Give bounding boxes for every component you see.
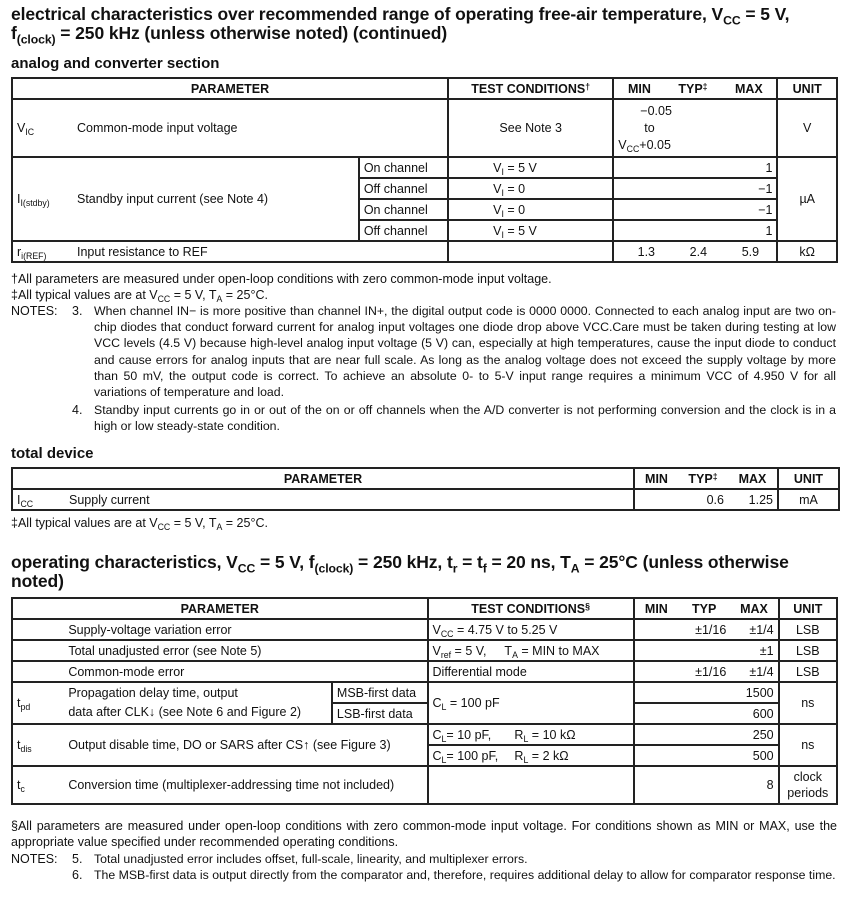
table-header-row <box>12 78 837 99</box>
header-unit: UNIT <box>778 468 839 489</box>
max-value: 250 <box>634 724 779 745</box>
header-typ: TYP <box>678 598 730 619</box>
double-dagger-mark: ‡ <box>712 471 718 481</box>
table-row <box>12 661 837 682</box>
sym-sub: dis <box>20 744 32 755</box>
typ-value: 0.6 <box>678 489 728 510</box>
header-test-conditions <box>448 78 613 99</box>
table-row <box>12 489 839 510</box>
sym-sub: L <box>441 754 447 765</box>
note-number: 4. <box>72 403 83 417</box>
max-value: 600 <box>634 703 779 724</box>
note-4: Standby input currents go in or out of the on or off channels when the A/D converter is not performing conversion and the clock is in a high or low steady-state condition. <box>94 403 836 434</box>
table-row <box>12 640 837 661</box>
symbol-vic <box>17 121 77 138</box>
param-riref <box>12 241 448 262</box>
header-max: MAX <box>728 468 778 489</box>
channel-cell: Off channel <box>359 178 448 199</box>
total-device-table <box>11 467 840 511</box>
unit-istdby: µA <box>777 157 837 241</box>
section-heading-operating <box>11 553 789 591</box>
header-min-typ-max <box>613 78 777 99</box>
sym: V <box>618 137 627 152</box>
footnote-text: = 5 V, T <box>170 516 217 530</box>
unit-value: ns <box>779 724 837 766</box>
sym: T <box>504 643 513 658</box>
header-parameter: PARAMETER <box>12 598 428 619</box>
sym-sub: L <box>441 733 447 744</box>
header-unit: UNIT <box>777 78 837 99</box>
sym: t <box>17 696 21 710</box>
footnote-text: All parameters are measured under open-loop conditions with zero common-mode input voltage. <box>17 272 552 286</box>
param-desc: Conversion time (multiplexer-addressing time not included) <box>64 766 427 804</box>
symbol-cell <box>12 661 64 682</box>
heading-text: operating characteristics, V <box>11 552 238 572</box>
cond-cell <box>448 220 613 241</box>
param-desc: Supply-voltage variation error <box>64 619 427 640</box>
dagger-mark: † <box>585 81 591 91</box>
note-number: 3. <box>72 304 83 318</box>
sym-sub: f <box>482 561 487 576</box>
sym: I <box>17 492 21 507</box>
footnote-text: All typical values are at V <box>17 516 158 530</box>
sym: t <box>17 778 21 792</box>
analog-table <box>11 77 838 263</box>
table-row <box>12 682 837 703</box>
sym: I <box>17 192 21 206</box>
section-heading-total: total device <box>11 445 94 462</box>
note-number: 5. <box>72 852 83 866</box>
param-desc: Total unadjusted error (see Note 5) <box>64 640 427 661</box>
title-text: = 5 V, <box>740 4 790 24</box>
table-row <box>12 724 837 745</box>
cond-cell: Differential mode <box>428 661 634 682</box>
sym: r <box>17 244 22 259</box>
param-desc: Standby input current (see Note 4) <box>77 192 269 206</box>
symbol-tpd <box>12 682 64 724</box>
desc-line: data after CLK↓ (see Note 6 and Figure 2) <box>68 705 302 719</box>
unit-vic: V <box>777 99 837 157</box>
max-value: 500 <box>634 745 779 766</box>
min-value: 1.3 <box>637 244 656 259</box>
cond-text: = 5 V <box>503 223 537 238</box>
heading-text: = t <box>457 552 483 572</box>
cond-text: = 100 pF <box>446 696 500 710</box>
sym: V <box>493 160 502 175</box>
cond-text: = 10 kΩ <box>528 727 576 742</box>
footnote-double-dagger-total <box>11 515 268 531</box>
max-value: ±1/4 <box>730 619 778 640</box>
header-test-conditions <box>428 598 634 619</box>
double-dagger-mark: ‡ <box>11 516 18 530</box>
desc-line: Propagation delay time, output <box>68 686 238 700</box>
max-cell: 1 <box>613 220 777 241</box>
sym-sub: CC <box>237 561 256 576</box>
sym: V <box>493 181 502 196</box>
sym: C <box>432 696 442 710</box>
footnote-dagger <box>11 271 552 287</box>
heading-text: = 25°C (unless otherwise <box>579 552 789 572</box>
sym-sub: I <box>501 187 504 198</box>
header-text: TEST CONDITIONS <box>471 601 586 616</box>
typ-value: 2.4 <box>689 244 708 259</box>
header-parameter: PARAMETER <box>12 468 634 489</box>
min-value <box>634 619 678 640</box>
typ-value: ±1/16 <box>678 619 730 640</box>
footnote-text: = 25°C. <box>222 516 268 530</box>
sym-sub: A <box>216 294 223 305</box>
sym-sub: CC <box>157 294 171 305</box>
sym-sub: (clock) <box>314 561 354 576</box>
sym-sub: pd <box>20 702 31 713</box>
header-min: MIN <box>628 81 651 96</box>
unit-value: LSB <box>779 619 837 640</box>
param-istdby <box>12 157 359 241</box>
cond-text: = 10 pF, <box>446 727 492 742</box>
title-sub: (clock) <box>16 32 56 47</box>
table-row <box>12 157 837 178</box>
sym: C <box>432 748 442 763</box>
sym: V <box>493 202 502 217</box>
unit-value <box>779 766 837 804</box>
header-unit: UNIT <box>779 598 837 619</box>
sym-sub: I <box>501 208 504 219</box>
unit-value: ns <box>779 682 837 724</box>
double-dagger-mark: ‡ <box>702 81 708 91</box>
footnote-text: = 5 V, T <box>170 288 217 302</box>
header-max: MAX <box>734 81 763 96</box>
sym-sub: L <box>523 754 529 765</box>
notes-label: NOTES: <box>11 852 58 866</box>
range-line: to <box>644 120 655 135</box>
cond-text: = 4.75 V to 5.25 V <box>453 622 558 637</box>
page-title <box>11 4 790 47</box>
title-sub: CC <box>723 13 741 28</box>
sym-sub: I(stdby) <box>20 198 50 209</box>
symbol-icc <box>17 493 69 507</box>
sym: V <box>432 622 441 637</box>
footnote-text: = 25°C. <box>222 288 268 302</box>
symbol-riref <box>17 245 77 259</box>
dagger-mark: † <box>11 272 18 286</box>
channel-cell: Off channel <box>359 220 448 241</box>
sym: t <box>17 738 21 752</box>
max-cell: 1 <box>613 157 777 178</box>
param-desc: Supply current <box>69 492 150 507</box>
cond-text: = 0 <box>503 181 526 196</box>
param-desc: Common-mode error <box>64 661 427 682</box>
title-text: f <box>11 23 17 43</box>
operating-table <box>11 597 838 805</box>
unit-value: mA <box>778 489 839 510</box>
max-value: 5.9 <box>741 244 760 259</box>
table-row <box>12 766 837 804</box>
symbol-cell <box>12 619 64 640</box>
cond-cell <box>448 199 613 220</box>
sym-sub: CC <box>626 143 640 154</box>
header-min: MIN <box>634 598 678 619</box>
sym: V <box>493 223 502 238</box>
cond-cell <box>448 241 613 262</box>
sym-sub: ref <box>440 649 452 660</box>
max-value: ±1 <box>730 640 778 661</box>
cond-cell <box>448 178 613 199</box>
min-value <box>634 661 678 682</box>
cond-text: = 5 V, <box>451 643 487 658</box>
max-value: ±1/4 <box>730 661 778 682</box>
range-line: −0.05 <box>640 103 672 118</box>
symbol-tdis <box>12 724 64 766</box>
unit-value: LSB <box>779 640 837 661</box>
channel-cell: On channel <box>359 157 448 178</box>
cond-cell <box>448 157 613 178</box>
max-value: 8 <box>634 766 779 804</box>
cond-cell <box>428 766 634 804</box>
heading-text: = 250 kHz, t <box>353 552 453 572</box>
sub-cell: MSB-first data <box>332 682 428 703</box>
note-3: When channel IN− is more positive than channel IN+, the digital output code is 0000 0000. Connected to each analog input are two on-chip diodes that conduct forward current for analog input voltages one diode drop above VCC.Care must be taken during testing at low VCC levels (4.5 V) because high-level analog input voltage (5 V) can, especially at high temperatures, cause the input diode to conduct and cause errors for analog inputs that are near full scale. As long as the analog voltage does not exceed the supply voltage by more than 50 mV, the output code is correct. To achieve an absolute 0- to 5-V input range requires a minimum VCC of 4.950 V for all variations of temperature and load. <box>94 304 836 400</box>
section-heading-analog: analog and converter section <box>11 55 220 72</box>
heading-text: = 20 ns, T <box>486 552 571 572</box>
typ-value <box>678 640 730 661</box>
param-desc: Output disable time, DO or SARS after CS↑ (see Figure 3) <box>64 724 427 766</box>
table-row <box>12 241 837 262</box>
cond-text: = MIN to MAX <box>517 643 600 658</box>
sym-sub: CC <box>440 628 454 639</box>
sym-sub: CC <box>157 522 171 533</box>
sym-sub: I <box>501 229 504 240</box>
unit-line: clock <box>793 770 823 784</box>
section-mark: § <box>585 601 591 611</box>
heading-text: noted) <box>11 571 64 591</box>
note-number: 6. <box>72 868 83 882</box>
unit-value: LSB <box>779 661 837 682</box>
unit-line: periods <box>787 786 829 800</box>
sym-sub: i(REF) <box>21 250 47 261</box>
sym-sub: c <box>20 784 25 795</box>
param-desc: Input resistance to REF <box>77 244 208 259</box>
max-value: 1500 <box>634 682 779 703</box>
sym: V <box>432 643 441 658</box>
sym-sub: L <box>523 733 529 744</box>
param-icc <box>12 489 634 510</box>
header-min: MIN <box>634 468 678 489</box>
heading-text: = 5 V, f <box>255 552 315 572</box>
sym-sub: L <box>441 702 447 713</box>
symbol-cell <box>12 640 64 661</box>
sym: C <box>432 727 442 742</box>
symbol-istdby <box>17 192 77 209</box>
sym-sub: A <box>570 561 580 576</box>
values-riref <box>613 241 777 262</box>
sym: V <box>17 121 26 135</box>
min-value <box>634 489 678 510</box>
footnote-text: All parameters are measured under open-loop conditions with zero common-mode input voltage. For conditions shown as MIN or MAX, use the appropriate value specified under recommended operating conditions. <box>11 819 837 849</box>
cond-text: = 0 <box>503 202 526 217</box>
header-text: TYP <box>678 81 703 96</box>
typ-value: ±1/16 <box>678 661 730 682</box>
header-parameter: PARAMETER <box>12 78 448 99</box>
double-dagger-mark: ‡ <box>11 288 18 302</box>
sym-sub: I <box>501 166 504 177</box>
note-6: The MSB-first data is output directly from the comparator and, therefore, requires additional delay to allow for comparator response time. <box>94 868 836 882</box>
sym-sub: A <box>512 649 518 660</box>
title-text: = 250 kHz (unless otherwise noted) (continued) <box>55 23 448 43</box>
sym-sub: IC <box>25 127 35 138</box>
footnote-section <box>11 818 837 850</box>
sym: R <box>514 748 524 763</box>
range-text: +0.05 <box>639 137 671 152</box>
table-header-row <box>12 468 839 489</box>
header-typ <box>678 468 728 489</box>
symbol-tc <box>12 766 64 804</box>
cond-text: = 2 kΩ <box>528 748 569 763</box>
param-desc-tpd <box>64 682 332 724</box>
cond-vic: See Note 3 <box>448 99 613 157</box>
min-value <box>634 640 678 661</box>
section-mark: § <box>11 819 18 833</box>
sym-sub: r <box>452 561 458 576</box>
max-cell: −1 <box>613 199 777 220</box>
header-max: MAX <box>730 598 778 619</box>
cond-text: = 100 pF, <box>446 748 499 763</box>
title-text: electrical characteristics over recommended range of operating free-air temperature, V <box>11 4 724 24</box>
sym-sub: CC <box>20 498 34 509</box>
param-vic <box>12 99 448 157</box>
unit-riref: kΩ <box>777 241 837 262</box>
header-typ <box>678 82 707 96</box>
table-row <box>12 619 837 640</box>
cond-cell <box>428 640 634 661</box>
range-vic <box>613 99 777 157</box>
note-5: Total unadjusted error includes offset, full-scale, linearity, and multiplexer errors. <box>94 852 528 866</box>
cond-cell <box>428 724 634 745</box>
cond-cell <box>428 682 634 724</box>
sub-cell: LSB-first data <box>332 703 428 724</box>
max-cell: −1 <box>613 178 777 199</box>
footnote-double-dagger <box>11 287 268 303</box>
max-value: 1.25 <box>728 489 778 510</box>
cond-text: = 5 V <box>503 160 537 175</box>
footnote-text: All typical values are at V <box>17 288 158 302</box>
sym-sub: A <box>216 522 223 533</box>
channel-cell: On channel <box>359 199 448 220</box>
table-row <box>12 99 837 157</box>
param-desc: Common-mode input voltage <box>77 121 238 135</box>
table-header-row <box>12 598 837 619</box>
cond-cell <box>428 745 634 766</box>
sym: R <box>514 727 524 742</box>
notes-label: NOTES: <box>11 304 58 318</box>
header-text: TEST CONDITIONS <box>471 81 586 96</box>
header-text: TYP <box>688 471 713 486</box>
range-line <box>618 137 772 154</box>
cond-cell <box>428 619 634 640</box>
